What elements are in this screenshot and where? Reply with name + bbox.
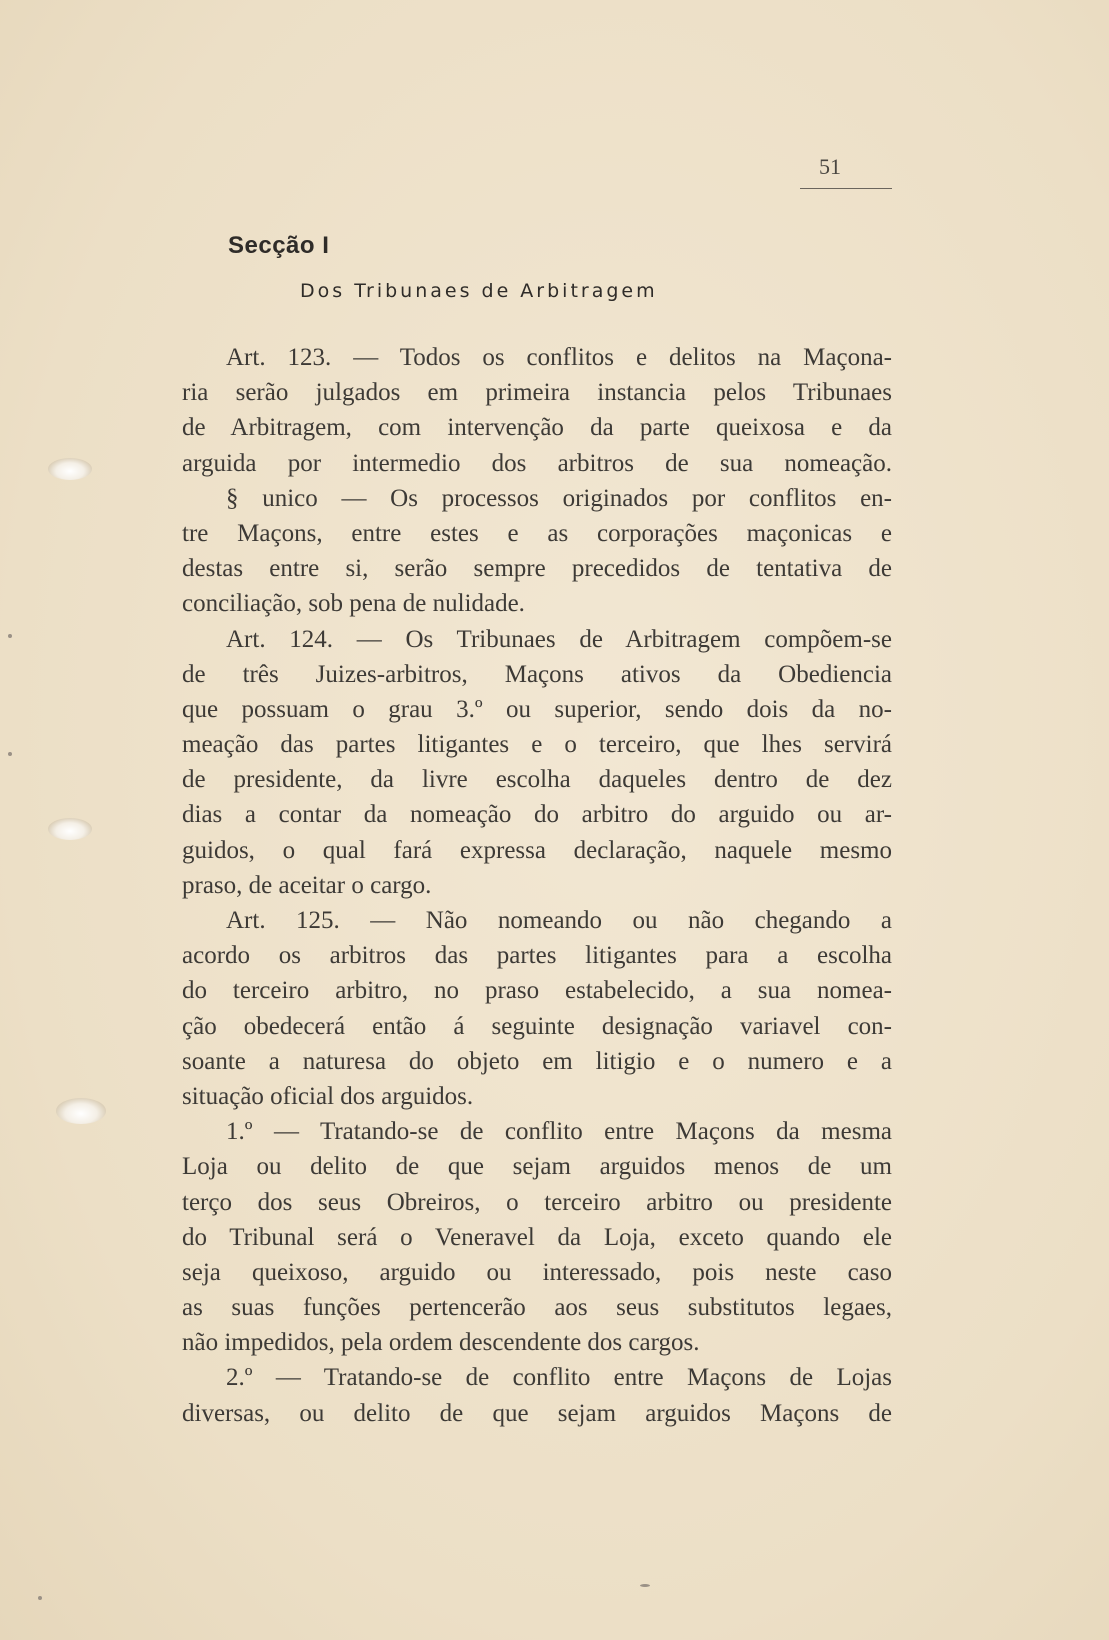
- punch-hole: [56, 1098, 106, 1124]
- text-line: tre Maçons, entre estes e as corporações maçonicas e: [182, 519, 892, 547]
- paper-speck: [8, 634, 12, 638]
- text-line: soante a naturesa do objeto em litigio e o numero e a: [182, 1047, 892, 1075]
- text-line: acordo os arbitros das partes litigantes para a escolha: [182, 942, 892, 970]
- text-line: de três Juizes-arbitros, Maçons ativos da Obediencia: [182, 660, 892, 688]
- text-line: destas entre si, serão sempre precedidos de tentativa de: [182, 555, 892, 583]
- text-line: Art. 125. — Não nomeando ou não chegando a: [226, 907, 892, 934]
- section-subtitle: Dos Tribunaes de Arbitragem: [300, 280, 658, 302]
- text-line: praso, de aceitar o cargo.: [182, 871, 432, 899]
- text-line: 2.º — Tratando-se de conflito entre Maçons de Lojas: [226, 1364, 892, 1392]
- paper-speck: [38, 1596, 42, 1600]
- text-line: Loja ou delito de que sejam arguidos menos de um: [182, 1153, 892, 1181]
- text-line: as suas funções pertencerão aos seus substitutos legaes,: [182, 1294, 892, 1322]
- text-line: de Arbitragem, com intervenção da parte queixosa e da: [182, 414, 892, 442]
- text-line: ção obedecerá então á seguinte designação variavel con-: [182, 1012, 892, 1040]
- page-number-rule: [800, 188, 892, 189]
- text-line: dias a contar da nomeação do arbitro do arguido ou ar-: [182, 801, 892, 829]
- text-line: diversas, ou delito de que sejam arguidos Maçons de: [182, 1399, 892, 1427]
- text-line: meação das partes litigantes e o terceiro, que lhes servirá: [182, 731, 892, 759]
- text-line: arguida por intermedio dos arbitros de sua nomeação.: [182, 449, 892, 477]
- section-title: Secção I: [228, 232, 330, 259]
- text-line: terço dos seus Obreiros, o terceiro arbitro ou presidente: [182, 1188, 892, 1216]
- text-line: guidos, o qual fará expressa declaração, naquele mesmo: [182, 836, 892, 864]
- text-line: ria serão julgados em primeira instancia pelos Tribunaes: [182, 379, 892, 407]
- text-line: não impedidos, pela ordem descendente dos cargos.: [182, 1329, 700, 1357]
- text-line: conciliação, sob pena de nulidade.: [182, 590, 525, 618]
- paper-speck: [8, 752, 12, 756]
- page-number: 51: [819, 154, 841, 179]
- text-line: do Tribunal será o Veneravel da Loja, exceto quando ele: [182, 1223, 892, 1251]
- body-text: [182, 340, 892, 1431]
- text-line: do terceiro arbitro, no praso estabelecido, a sua nomea-: [182, 977, 892, 1005]
- text-line: que possuam o grau 3.º ou superior, sendo dois da no-: [182, 695, 892, 723]
- text-line: de presidente, da livre escolha daqueles dentro de dez: [182, 766, 892, 794]
- text-line: § unico — Os processos originados por conflitos en-: [226, 484, 892, 512]
- text-line: 1.º — Tratando-se de conflito entre Maçons da mesma: [226, 1118, 892, 1146]
- punch-hole: [48, 458, 92, 480]
- text-line: Art. 123. — Todos os conflitos e delitos na Maçona-: [226, 344, 892, 371]
- paper-speck: [640, 1584, 650, 1587]
- text-line: situação oficial dos arguidos.: [182, 1082, 474, 1110]
- text-line: seja queixoso, arguido ou interessado, pois neste caso: [182, 1258, 892, 1286]
- punch-hole: [48, 818, 92, 840]
- text-line: Art. 124. — Os Tribunaes de Arbitragem compõem-se: [226, 625, 892, 653]
